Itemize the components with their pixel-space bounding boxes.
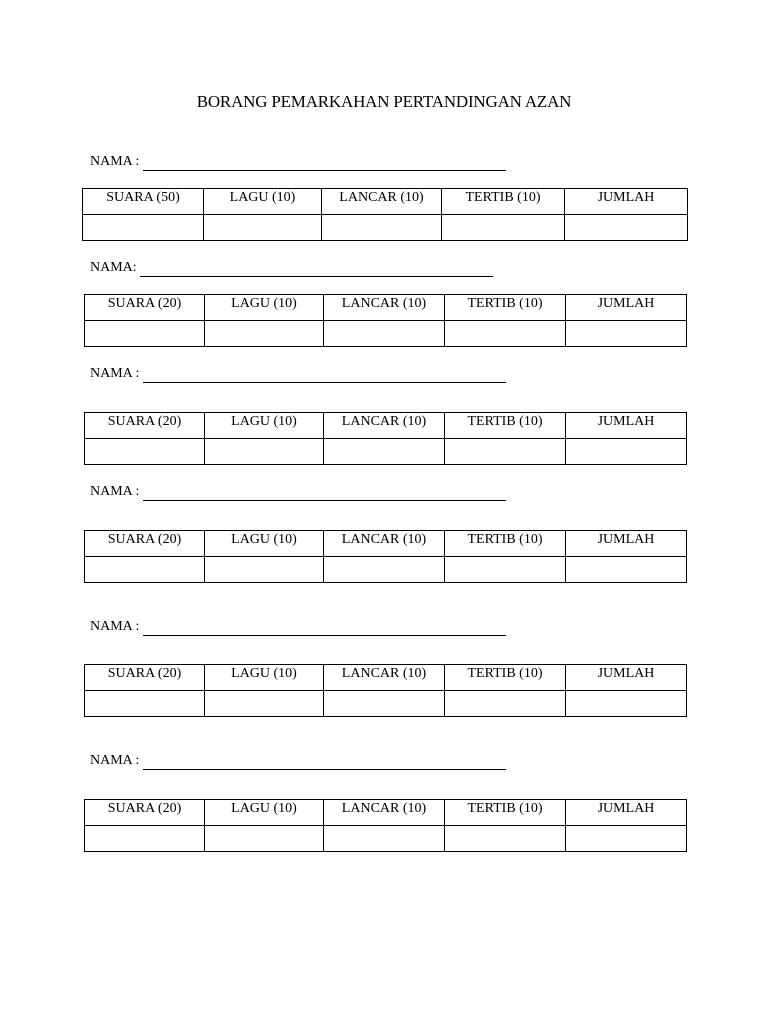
score-table-3 [84,412,687,465]
column-header-lancar: LANCAR (10) [322,189,442,215]
nama-input-line[interactable] [143,621,506,636]
score-entry-row [85,826,687,852]
column-header-suara: SUARA (20) [85,531,205,557]
column-header-suara: SUARA (20) [85,295,205,321]
column-header-jumlah: JUMLAH [566,665,687,691]
score-cell-lagu[interactable] [205,439,324,465]
score-cell-jumlah[interactable] [566,826,687,852]
score-table-1 [82,188,688,241]
score-table-2 [84,294,687,347]
score-cell-tertib[interactable] [445,321,566,347]
score-cell-tertib[interactable] [445,691,566,717]
score-cell-lagu[interactable] [204,215,322,241]
score-cell-suara[interactable] [85,321,205,347]
nama-label: NAMA : [90,753,140,768]
nama-label: NAMA : [90,366,140,381]
nama-label: NAMA : [90,154,140,169]
nama-field-3 [90,365,506,383]
column-header-lagu: LAGU (10) [204,189,322,215]
nama-input-line[interactable] [140,262,493,277]
column-header-lagu: LAGU (10) [205,531,324,557]
nama-label: NAMA: [90,260,137,275]
score-cell-jumlah[interactable] [566,557,687,583]
score-cell-tertib[interactable] [445,439,566,465]
score-cell-suara[interactable] [85,826,205,852]
table-header-row [85,295,687,321]
column-header-suara: SUARA (20) [85,413,205,439]
score-cell-tertib[interactable] [445,826,566,852]
nama-field-2 [90,259,493,277]
column-header-suara: SUARA (20) [85,800,205,826]
score-table-5 [84,664,687,717]
column-header-lagu: LAGU (10) [205,800,324,826]
column-header-jumlah: JUMLAH [566,800,687,826]
score-cell-suara[interactable] [83,215,204,241]
table-header-row [83,189,688,215]
score-cell-suara[interactable] [85,439,205,465]
score-entry-row [85,321,687,347]
score-cell-lancar[interactable] [324,691,445,717]
table-header-row [85,531,687,557]
column-header-lancar: LANCAR (10) [324,531,445,557]
column-header-tertib: TERTIB (10) [445,295,566,321]
score-cell-jumlah[interactable] [566,691,687,717]
nama-input-line[interactable] [143,368,506,383]
score-cell-jumlah[interactable] [565,215,688,241]
column-header-jumlah: JUMLAH [565,189,688,215]
score-cell-lancar[interactable] [324,557,445,583]
nama-input-line[interactable] [143,486,506,501]
score-cell-lagu[interactable] [205,691,324,717]
score-cell-jumlah[interactable] [566,321,687,347]
nama-label: NAMA : [90,619,140,634]
nama-input-line[interactable] [143,755,506,770]
column-header-tertib: TERTIB (10) [445,800,566,826]
score-table-6 [84,799,687,852]
score-cell-lancar[interactable] [324,826,445,852]
column-header-tertib: TERTIB (10) [445,531,566,557]
nama-field-1 [90,153,506,171]
score-entry-row [83,215,688,241]
column-header-jumlah: JUMLAH [566,295,687,321]
column-header-tertib: TERTIB (10) [445,665,566,691]
score-cell-lagu[interactable] [205,321,324,347]
column-header-lancar: LANCAR (10) [324,665,445,691]
column-header-lagu: LAGU (10) [205,295,324,321]
nama-field-5 [90,618,506,636]
score-entry-row [85,691,687,717]
column-header-suara: SUARA (50) [83,189,204,215]
nama-field-4 [90,483,506,501]
column-header-suara: SUARA (20) [85,665,205,691]
nama-label: NAMA : [90,484,140,499]
score-cell-lagu[interactable] [205,557,324,583]
column-header-tertib: TERTIB (10) [445,413,566,439]
score-cell-jumlah[interactable] [566,439,687,465]
table-header-row [85,665,687,691]
score-cell-lancar[interactable] [324,439,445,465]
score-cell-suara[interactable] [85,557,205,583]
score-cell-lagu[interactable] [205,826,324,852]
column-header-lancar: LANCAR (10) [324,800,445,826]
score-table-4 [84,530,687,583]
column-header-lancar: LANCAR (10) [324,295,445,321]
score-cell-tertib[interactable] [445,557,566,583]
column-header-jumlah: JUMLAH [566,413,687,439]
table-header-row [85,413,687,439]
column-header-lancar: LANCAR (10) [324,413,445,439]
table-header-row [85,800,687,826]
column-header-tertib: TERTIB (10) [442,189,565,215]
score-cell-lancar[interactable] [324,321,445,347]
score-cell-suara[interactable] [85,691,205,717]
page-title: BORANG PEMARKAHAN PERTANDINGAN AZAN [196,92,572,111]
score-entry-row [85,557,687,583]
column-header-jumlah: JUMLAH [566,531,687,557]
nama-input-line[interactable] [143,156,506,171]
column-header-lagu: LAGU (10) [205,665,324,691]
score-entry-row [85,439,687,465]
score-cell-lancar[interactable] [322,215,442,241]
score-cell-tertib[interactable] [442,215,565,241]
nama-field-6 [90,752,506,770]
column-header-lagu: LAGU (10) [205,413,324,439]
